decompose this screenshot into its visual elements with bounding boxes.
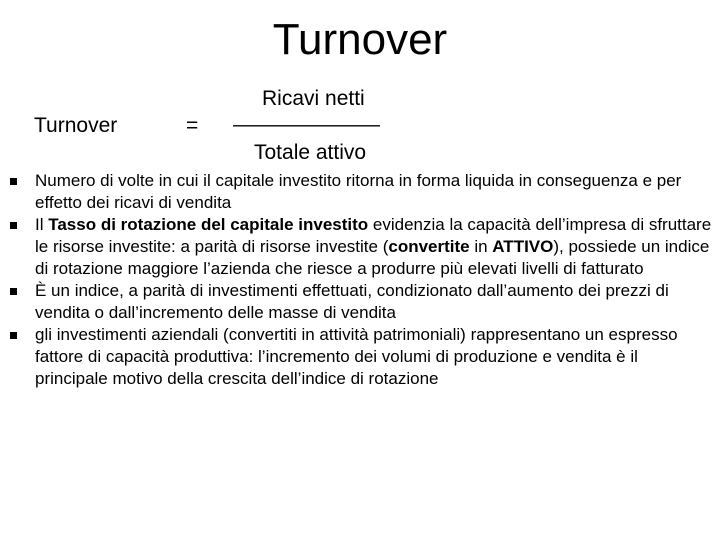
formula-fraction-bar: ———————: [233, 113, 380, 136]
bullet-text: È un indice, a parità di investimenti effettuati, condizionato dall’aumento dei prezzi di vendita o dall’incremento delle masse di vendita: [35, 281, 669, 322]
bullet-text-bold-convertite: convertite: [388, 237, 470, 256]
bullet-text-post: ), possiede un indice di rotazione maggiore l’azienda che riesce a produrre più elevati livelli di fatturato: [35, 237, 710, 278]
bullet-text-bold-term: Tasso di rotazione del capitale investito: [48, 215, 369, 234]
bullet-text-mid: evidenzia la capacità dell’impresa di sfruttare le risorse investite: a parità di risorse investite (: [35, 215, 712, 256]
formula-numerator: Ricavi netti: [262, 87, 365, 110]
square-bullet-icon: [10, 178, 17, 185]
formula-equals-sign: =: [186, 114, 199, 137]
bullet-text-mid2: in: [469, 237, 493, 256]
bullet-item: [10, 170, 715, 214]
bullet-item: [10, 324, 715, 390]
bullet-text: Numero di volte in cui il capitale investito ritorna in forma liquida in conseguenza e per effetto dei ricavi di vendita: [35, 171, 682, 212]
bullet-list: [10, 170, 715, 390]
bullet-item: [10, 214, 715, 280]
bullet-text-bold-attivo: ATTIVO: [492, 237, 554, 256]
square-bullet-icon: [10, 288, 17, 295]
formula-lhs: Turnover: [34, 114, 118, 137]
bullet-item: [10, 280, 715, 324]
bullet-text-pre: Il: [35, 215, 49, 234]
formula-denominator: Totale attivo: [254, 141, 367, 164]
bullet-text: gli investimenti aziendali (convertiti in attività patrimoniali) rappresentano un espresso fattore di capacità produttiva: l’incremento dei volumi di produzione e vendita è il principale motivo della crescita dell’indice di rotazione: [35, 325, 678, 388]
square-bullet-icon: [10, 332, 17, 339]
slide-title: Turnover: [272, 15, 448, 64]
square-bullet-icon: [10, 222, 17, 229]
